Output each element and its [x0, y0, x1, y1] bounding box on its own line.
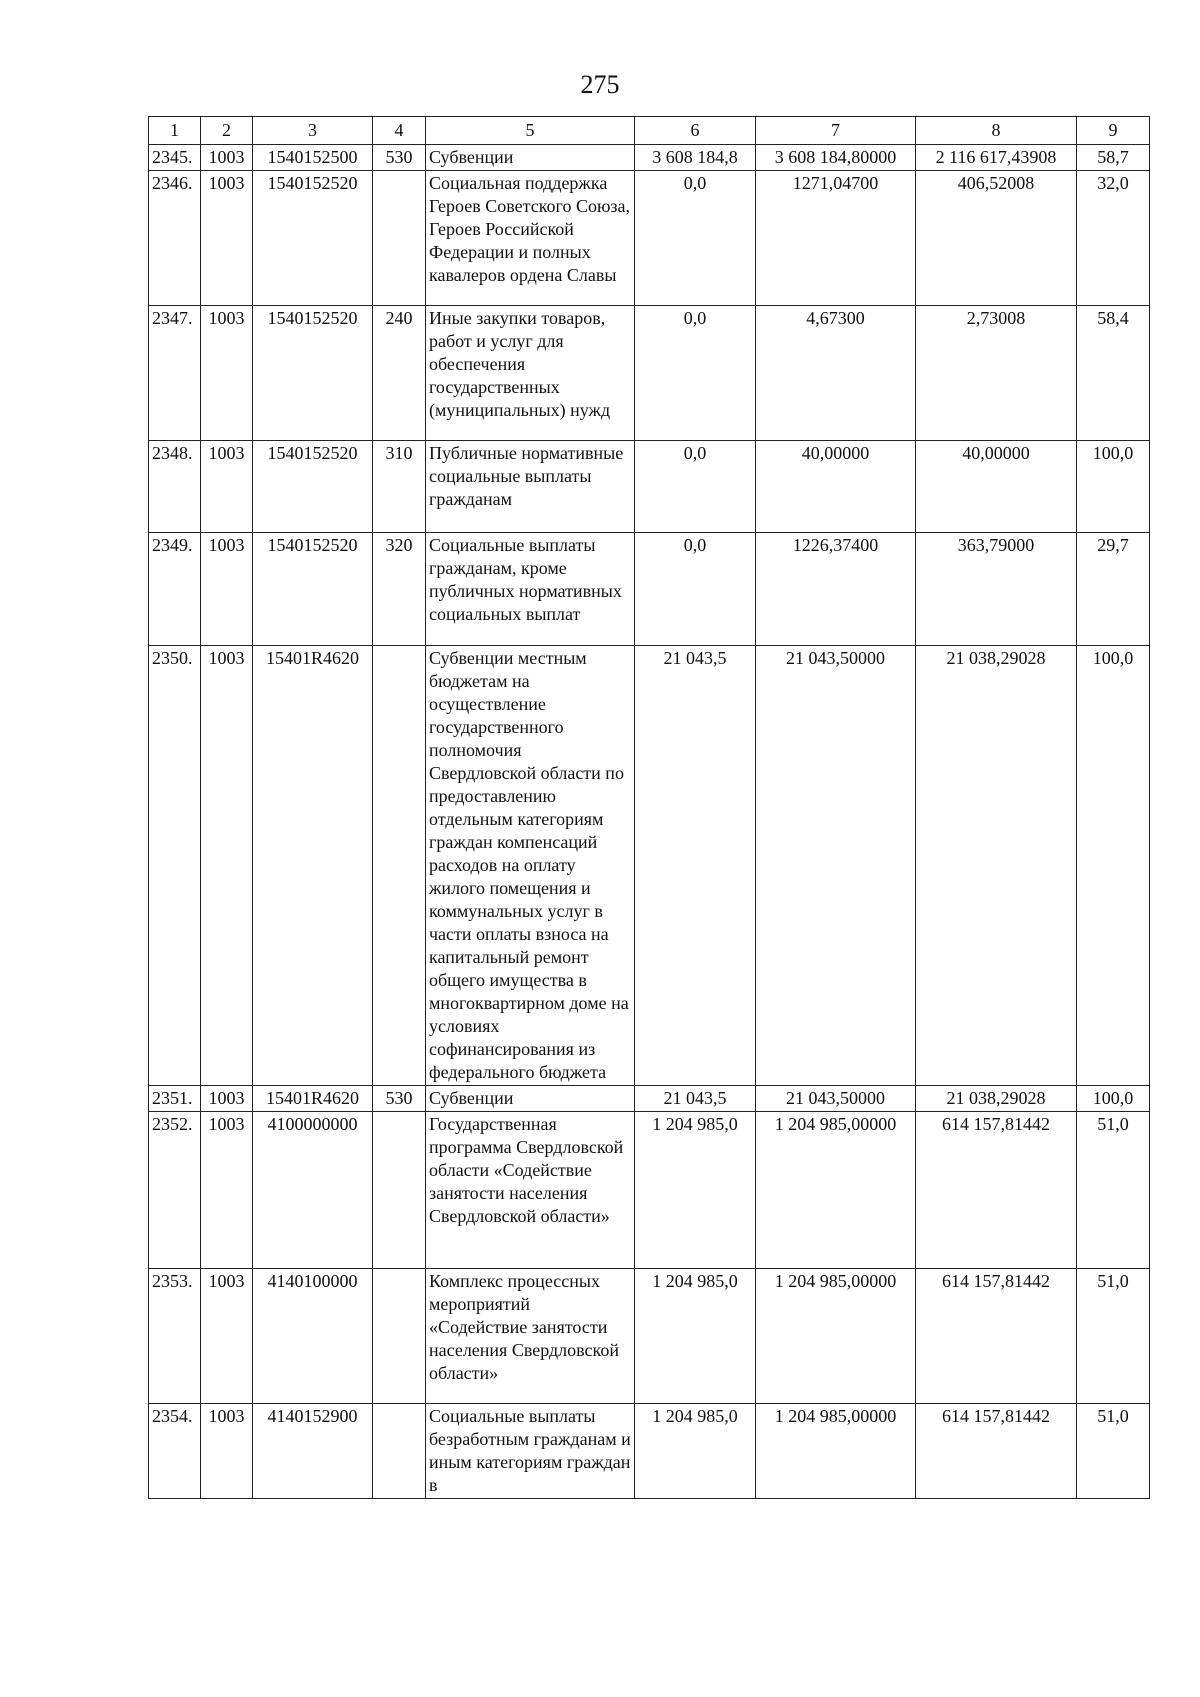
column-header: 9	[1077, 117, 1150, 145]
item-name: Иные закупки товаров, работ и услуг для обеспечения государственных (муниципальных) нужд	[426, 306, 635, 441]
value-col-8: 21 038,29028	[916, 1086, 1077, 1112]
row-number: 2346.	[149, 171, 201, 306]
row-number: 2351.	[149, 1086, 201, 1112]
value-col-6: 21 043,5	[635, 1086, 756, 1112]
value-col-6: 0,0	[635, 171, 756, 306]
value-col-8: 363,79000	[916, 533, 1077, 646]
section-code: 1003	[201, 145, 253, 171]
item-name: Субвенции	[426, 145, 635, 171]
row-number: 2350.	[149, 646, 201, 1086]
percent-col-9: 58,7	[1077, 145, 1150, 171]
value-col-6: 1 204 985,0	[635, 1269, 756, 1404]
target-article-code: 15401R4620	[253, 1086, 373, 1112]
section-code: 1003	[201, 1269, 253, 1404]
column-header: 1	[149, 117, 201, 145]
value-col-7: 21 043,50000	[756, 1086, 916, 1112]
expense-type-code: 310	[373, 441, 426, 533]
value-col-7: 3 608 184,80000	[756, 145, 916, 171]
column-header: 5	[426, 117, 635, 145]
expense-type-code: 530	[373, 145, 426, 171]
value-col-6: 21 043,5	[635, 646, 756, 1086]
percent-col-9: 100,0	[1077, 646, 1150, 1086]
budget-table	[148, 116, 1150, 1499]
value-col-7: 1 204 985,00000	[756, 1269, 916, 1404]
value-col-7: 40,00000	[756, 441, 916, 533]
table-header-row	[149, 117, 1150, 145]
value-col-8: 614 157,81442	[916, 1269, 1077, 1404]
target-article-code: 4100000000	[253, 1112, 373, 1269]
section-code: 1003	[201, 441, 253, 533]
percent-col-9: 100,0	[1077, 441, 1150, 533]
table-row	[149, 1404, 1150, 1499]
item-name: Социальные выплаты безработным гражданам и иным категориям граждан в	[426, 1404, 635, 1499]
item-name: Субвенции местным бюджетам на осуществление государственного полномочия Свердловской области по предоставлению отдельным категориям граждан компенсаций расходов на оплату жилого помещения и коммунальных услуг в части оплаты взноса на капитальный ремонт общего имущества в многоквартирном доме на условиях софинансирования из федерального бюджета	[426, 646, 635, 1086]
row-number: 2348.	[149, 441, 201, 533]
section-code: 1003	[201, 646, 253, 1086]
expense-type-code: 240	[373, 306, 426, 441]
section-code: 1003	[201, 1086, 253, 1112]
table-row	[149, 441, 1150, 533]
expense-type-code	[373, 646, 426, 1086]
value-col-8: 614 157,81442	[916, 1112, 1077, 1269]
percent-col-9: 58,4	[1077, 306, 1150, 441]
section-code: 1003	[201, 171, 253, 306]
table-row	[149, 306, 1150, 441]
item-name: Социальная поддержка Героев Советского Союза, Героев Российской Федерации и полных кавалеров ордена Славы	[426, 171, 635, 306]
value-col-7: 1 204 985,00000	[756, 1404, 916, 1499]
table-row	[149, 1112, 1150, 1269]
section-code: 1003	[201, 533, 253, 646]
table-row	[149, 533, 1150, 646]
item-name: Государственная программа Свердловской области «Содействие занятости населения Свердловской области»	[426, 1112, 635, 1269]
value-col-6: 3 608 184,8	[635, 145, 756, 171]
row-number: 2347.	[149, 306, 201, 441]
target-article-code: 15401R4620	[253, 646, 373, 1086]
value-col-6: 1 204 985,0	[635, 1112, 756, 1269]
column-header: 7	[756, 117, 916, 145]
percent-col-9: 51,0	[1077, 1269, 1150, 1404]
column-header: 2	[201, 117, 253, 145]
expense-type-code	[373, 1112, 426, 1269]
table-row	[149, 646, 1150, 1086]
row-number: 2353.	[149, 1269, 201, 1404]
target-article-code: 1540152500	[253, 145, 373, 171]
page-number: 275	[580, 70, 620, 99]
percent-col-9: 100,0	[1077, 1086, 1150, 1112]
expense-type-code: 530	[373, 1086, 426, 1112]
value-col-8: 21 038,29028	[916, 646, 1077, 1086]
value-col-8: 2 116 617,43908	[916, 145, 1077, 171]
value-col-6: 0,0	[635, 306, 756, 441]
table-row	[149, 1269, 1150, 1404]
column-header: 3	[253, 117, 373, 145]
table-row	[149, 171, 1150, 306]
value-col-7: 4,67300	[756, 306, 916, 441]
row-number: 2345.	[149, 145, 201, 171]
value-col-7: 1271,04700	[756, 171, 916, 306]
row-number: 2354.	[149, 1404, 201, 1499]
item-name: Комплекс процессных мероприятий «Содействие занятости населения Свердловской области»	[426, 1269, 635, 1404]
expense-type-code	[373, 1269, 426, 1404]
percent-col-9: 32,0	[1077, 171, 1150, 306]
expense-type-code	[373, 1404, 426, 1499]
target-article-code: 1540152520	[253, 441, 373, 533]
target-article-code: 4140100000	[253, 1269, 373, 1404]
expense-type-code	[373, 171, 426, 306]
percent-col-9: 51,0	[1077, 1404, 1150, 1499]
value-col-8: 406,52008	[916, 171, 1077, 306]
target-article-code: 4140152900	[253, 1404, 373, 1499]
percent-col-9: 29,7	[1077, 533, 1150, 646]
row-number: 2349.	[149, 533, 201, 646]
value-col-8: 2,73008	[916, 306, 1077, 441]
value-col-8: 40,00000	[916, 441, 1077, 533]
column-header: 6	[635, 117, 756, 145]
section-code: 1003	[201, 1404, 253, 1499]
target-article-code: 1540152520	[253, 306, 373, 441]
table-row	[149, 1086, 1150, 1112]
section-code: 1003	[201, 1112, 253, 1269]
column-header: 4	[373, 117, 426, 145]
percent-col-9: 51,0	[1077, 1112, 1150, 1269]
value-col-6: 0,0	[635, 441, 756, 533]
table-row	[149, 145, 1150, 171]
item-name: Социальные выплаты гражданам, кроме публичных нормативных социальных выплат	[426, 533, 635, 646]
table-body	[149, 145, 1150, 1499]
section-code: 1003	[201, 306, 253, 441]
column-header: 8	[916, 117, 1077, 145]
target-article-code: 1540152520	[253, 171, 373, 306]
target-article-code: 1540152520	[253, 533, 373, 646]
value-col-7: 1226,37400	[756, 533, 916, 646]
value-col-6: 0,0	[635, 533, 756, 646]
item-name: Субвенции	[426, 1086, 635, 1112]
row-number: 2352.	[149, 1112, 201, 1269]
expense-type-code: 320	[373, 533, 426, 646]
item-name: Публичные нормативные социальные выплаты гражданам	[426, 441, 635, 533]
value-col-7: 21 043,50000	[756, 646, 916, 1086]
value-col-7: 1 204 985,00000	[756, 1112, 916, 1269]
value-col-6: 1 204 985,0	[635, 1404, 756, 1499]
value-col-8: 614 157,81442	[916, 1404, 1077, 1499]
